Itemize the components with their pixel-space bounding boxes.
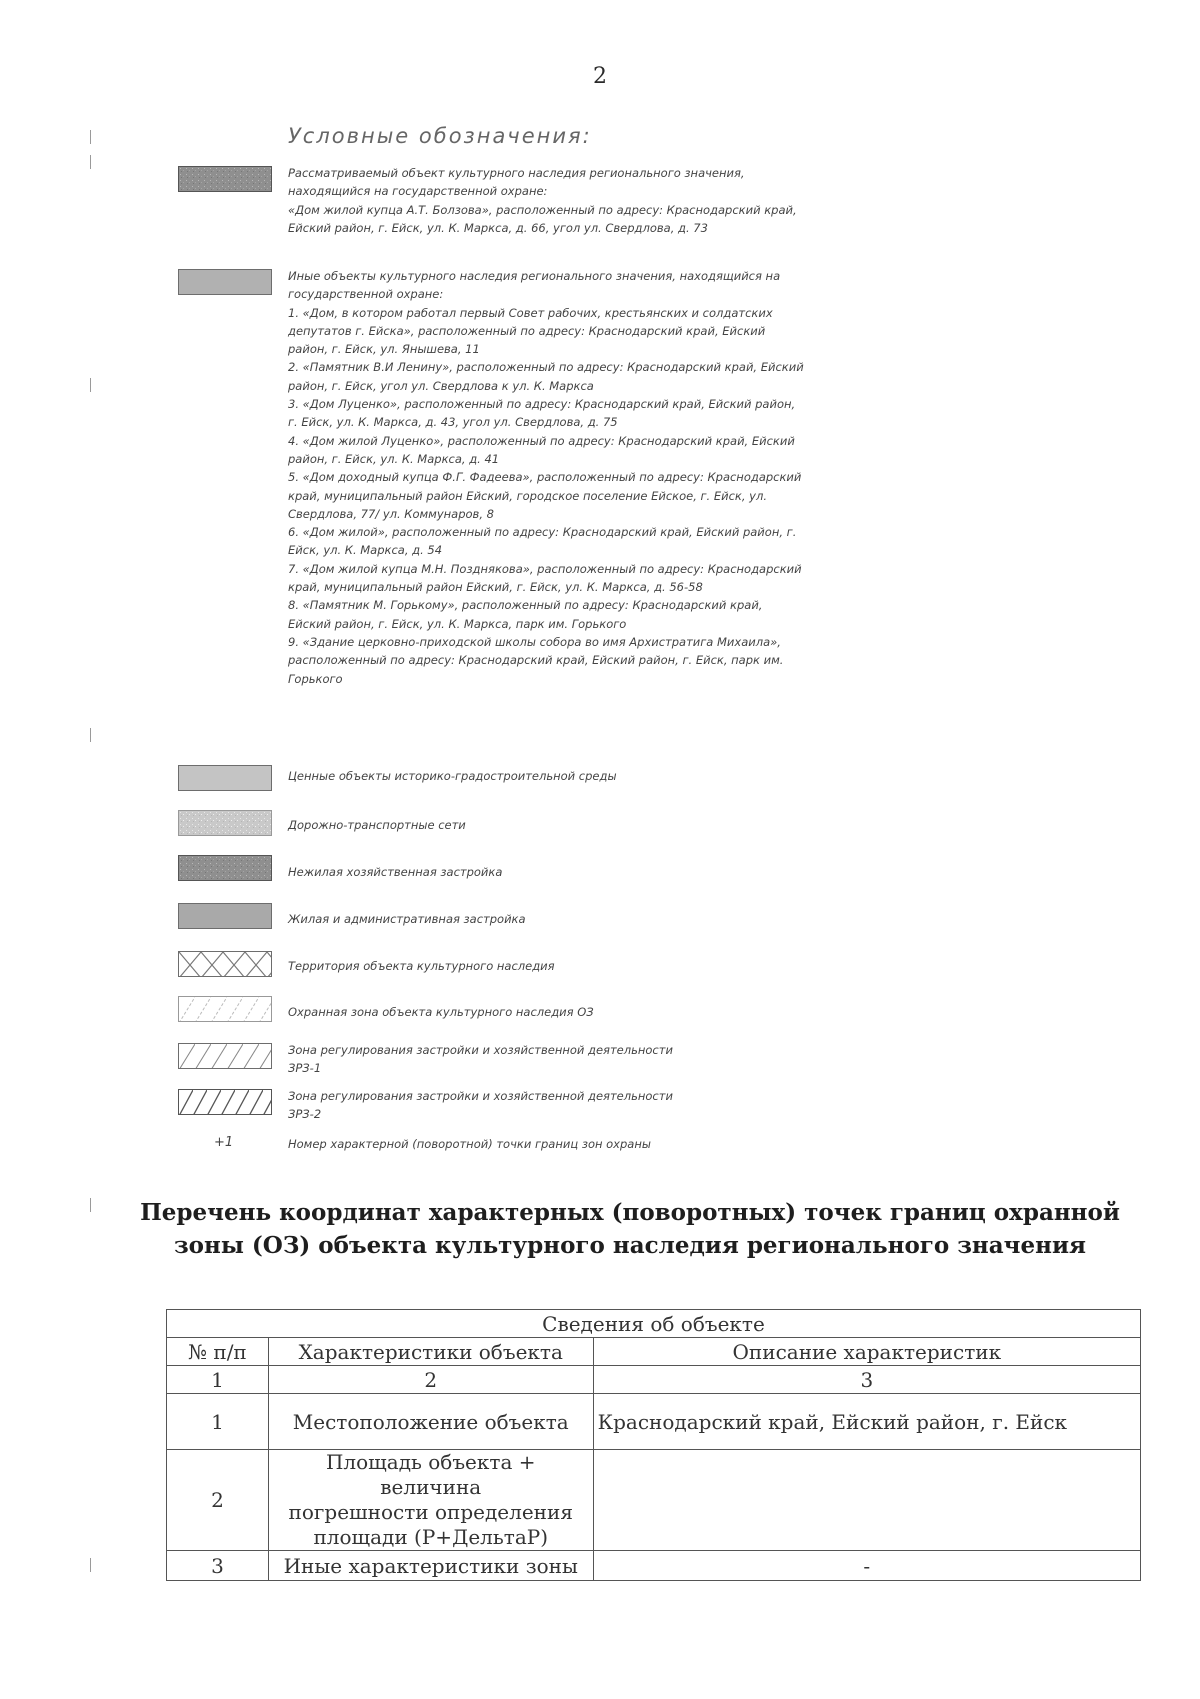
legend-text: Зона регулирования застройки и хозяйственной деятельности ЗРЗ-2 [288,1089,673,1122]
table-row [167,1394,1141,1450]
section-heading [130,1196,1130,1262]
legend-text: Жилая и административная застройка [288,912,526,926]
legend-paragraph: Иные объекты культурного наследия регионального значения, находящийся на государственной охране: [288,269,781,302]
legend-paragraph: 5. «Дом доходный купца Ф.Г. Фадеева», расположенный по адресу: Краснодарский край, муниципальный район Ейский, городское поселение Ейское, г. Ейск, ул. Свердлова, 77/ ул. Коммунаров, 8 [288,470,802,521]
legend-swatch-valuable-objects [178,765,272,791]
heading-line: Перечень координат характерных (поворотных) точек границ охранной [140,1199,1120,1226]
legend-paragraph: 1. «Дом, в котором работал первый Совет рабочих, крестьянских и солдатских депутатов г. Ейска», расположенный по адресу: Краснодарский край, Ейский район, г. Ейск, ул. Янышева, 11 [288,305,773,357]
page-number: 2 [593,64,607,89]
characteristic-line: площади (P+ДельтаP) [313,1525,549,1549]
legend-text: Ценные объекты историко-градостроительной среды [288,769,617,783]
column-index: 2 [268,1366,593,1394]
legend-paragraph: «Дом жилой купца А.Т. Болзова», расположенный по адресу: Краснодарский край, Ейский район, г. Ейск, ул. К. Маркса, д. 66, угол ул. Свердлова, д. 73 [288,202,797,235]
legend-text: Территория объекта культурного наследия [288,959,555,973]
legend-text [288,164,808,237]
legend-paragraph: 3. «Дом Луценко», расположенный по адресу: Краснодарский край, Ейский район, г. Ейск, ул. К. Маркса, д. 43, угол ул. Свердлова, д. 75 [288,397,796,430]
heading-line: зоны (ОЗ) объекта культурного наследия регионального значения [173,1232,1086,1259]
row-characteristic [268,1394,593,1450]
row-description: - [593,1551,1140,1581]
row-characteristic [268,1551,593,1581]
legend-paragraph: 2. «Памятник В.И Ленину», расположенный по адресу: Краснодарский край, Ейский район, г. Ейск, угол ул. Свердлова к ул. К. Маркса [288,360,804,393]
legend-text: Охранная зона объекта культурного наследия ОЗ [288,1005,594,1019]
characteristic-line: погрешности определения [288,1500,573,1524]
legend-paragraph: 9. «Здание церковно-приходской школы собора во имя Архистратига Михаила», расположенный по адресу: Краснодарский край, Ейский район, г. Ейск, парк им. Горького [288,634,784,686]
object-info-table [166,1309,1141,1581]
row-number: 1 [167,1394,269,1450]
legend-text: Нежилая хозяйственная застройка [288,865,503,879]
turning-point-marker: +1 [214,1135,234,1150]
legend-title: Условные обозначения: [288,124,592,148]
table-header-row [167,1338,1141,1366]
legend-swatch-zrz-1 [178,1043,272,1069]
margin-mark [90,378,91,392]
legend-text: Зона регулирования застройки и хозяйственной деятельности ЗРЗ-1 [288,1043,673,1076]
legend-paragraph: 6. «Дом жилой», расположенный по адресу: Краснодарский край, Ейский район, г. Ейск, ул. К. Маркса, д. 54 [288,525,797,558]
legend-swatch-non-residential [178,855,272,881]
legend-swatch-subject-object [178,166,272,192]
legend-swatch-other-objects [178,269,272,295]
margin-mark [90,130,91,144]
characteristic-line: Площадь объекта + величина [325,1450,536,1499]
legend-paragraph: Рассматриваемый объект культурного наследия регионального значения, находящийся на государственной охране: [288,166,745,199]
legend-text: Дорожно-транспортные сети [288,818,466,832]
table-row [167,1551,1141,1581]
column-index: 3 [593,1366,1140,1394]
margin-mark [90,728,91,742]
legend-text: Номер характерной (поворотной) точки границ зон охраны [288,1137,651,1151]
row-number: 2 [167,1450,269,1551]
column-index: 1 [167,1366,269,1394]
legend-text [288,267,808,688]
legend-swatch-heritage-territory [178,951,272,977]
legend-paragraph: 4. «Дом жилой Луценко», расположенный по адресу: Краснодарский край, Ейский район, г. Ейск, ул. К. Маркса, д. 41 [288,433,795,466]
column-header: № п/п [167,1338,269,1366]
legend-swatch-zrz-2 [178,1089,272,1115]
table-caption: Сведения об объекте [167,1310,1141,1338]
table-row [167,1450,1141,1551]
row-description [593,1450,1140,1551]
legend-swatch-road-networks [178,810,272,836]
margin-mark [90,155,91,169]
column-header: Описание характеристик [593,1338,1140,1366]
characteristic-line: Иные характеристики зоны [283,1553,578,1578]
row-characteristic [268,1450,593,1551]
margin-mark [90,1198,91,1212]
table-caption-row [167,1310,1141,1338]
legend-swatch-protection-zone [178,996,272,1022]
legend-paragraph: 7. «Дом жилой купца М.Н. Позднякова», расположенный по адресу: Краснодарский край, муниципальный район Ейский, г. Ейск, ул. К. Маркса, д. 56-58 [288,561,802,595]
characteristic-line: Местоположение объекта [292,1409,569,1434]
row-number: 3 [167,1551,269,1581]
legend-swatch-residential-admin [178,903,272,929]
row-description: Краснодарский край, Ейский район, г. Ейск [593,1394,1140,1450]
column-header: Характеристики объекта [268,1338,593,1366]
table-index-row [167,1366,1141,1394]
margin-mark [90,1558,91,1572]
legend-paragraph: 8. «Памятник М. Горькому», расположенный по адресу: Краснодарский край, Ейский район, г. Ейск, ул. К. Маркса, парк им. Горького [288,598,763,631]
